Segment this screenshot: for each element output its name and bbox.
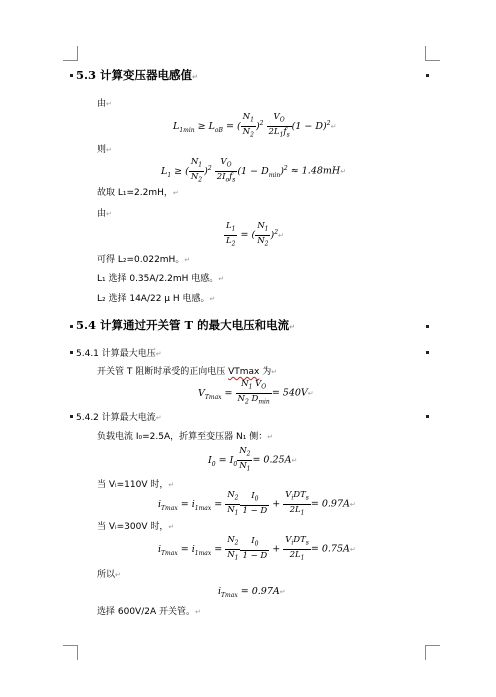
crop-mark-bottom-left <box>63 645 78 660</box>
text-vt-description: 开关管 T 阻断时承受的正向电压 VTmax 为↵ <box>97 367 278 377</box>
list-bullet-marker <box>426 351 429 354</box>
list-bullet-marker <box>426 325 429 328</box>
text-select-switch: 选择 600V/2A 开关管。↵ <box>97 607 201 617</box>
section-heading-5-3: 5.3 计算变压器电感值↵ <box>76 68 198 82</box>
text-when-110v: 当 Vᵢ=110V 时，↵ <box>97 480 175 490</box>
equation-l1min: $L_{1min} \ge L_{oB}$ = ( $\frac{N_1}{N_2}$ )$^2$ $\frac{V_O}{2L_1f_s}$ $(1 - D)^2↵$ <box>173 112 337 139</box>
equation-itmax-300v: $i_{Tmax} = i_{1max}$ = $\frac{N_2}{N_1}$ $\frac{I_0}{1 - D}$ + $\frac{V_iDT_s}{2L_1}$ = 0.75A↵ <box>158 535 356 562</box>
list-bullet-marker <box>70 351 73 354</box>
text-l2-choice: L₂ 选择 14A/22 μ H 电感。↵ <box>97 294 216 304</box>
crop-mark-top-left <box>63 46 78 61</box>
text-when-300v: 当 Vᵢ=300V 时，↵ <box>97 522 175 532</box>
equation-itmax-final: $i_{Tmax}$ = 0.97A↵ <box>218 586 286 599</box>
text-load-current: 负载电流 I₀=2.5A，折算至变压器 N₁ 侧：↵ <box>97 432 274 442</box>
equation-l1-estimate: $L_1$ ≥ ( $\frac{N_1}{N_2}$ )$^2$ $\frac{V_O}{2I_of_s}$ $(1 - D_{min})^2$ ≈ 1.48mH↵ <box>161 157 347 184</box>
text-ze: 则↵ <box>97 145 112 155</box>
section-heading-5-4-1: 5.4.1 计算最大电压↵ <box>76 349 162 359</box>
text-you-2: 由↵ <box>97 209 112 219</box>
list-bullet-marker <box>70 325 73 328</box>
list-bullet-marker <box>70 415 73 418</box>
text-l1-choice: L₁ 选择 0.35A/2.2mH 电感。↵ <box>97 274 225 284</box>
section-heading-5-4-2: 5.4.2 计算最大电流↵ <box>76 413 162 423</box>
crop-mark-bottom-right <box>425 645 440 660</box>
list-bullet-marker <box>426 74 429 77</box>
text-kede: 可得 L₂=0.022mH。↵ <box>97 255 191 265</box>
equation-inductance-ratio: $\frac{L_1}{L_2}$ = ( $\frac{N_1}{N_2}$ )$^2$↵ <box>226 221 284 248</box>
list-bullet-marker <box>426 415 429 418</box>
equation-i0: $I_0 = I_0$ $\frac{N_2}{N_1}$ = 0.25A↵ <box>208 446 298 473</box>
section-heading-5-4: 5.4 计算通过开关管 T 的最大电压和电流↵ <box>76 318 295 332</box>
text-you: 由↵ <box>97 99 112 109</box>
equation-itmax-110v: $i_{Tmax} = i_{1max}$ = $\frac{N_2}{N_1}$ $\frac{I_0}{1 - D}$ + $\frac{V_iDT_s}{2L_1}$ = 0.97A↵ <box>158 490 356 517</box>
equation-vtmax: $V_{Tmax}$ = $\frac{N_1 V_O}{N_2 D_{min}}$ = 540V↵ <box>198 379 314 406</box>
text-suoyi: 所以↵ <box>97 570 121 580</box>
text-guqu: 故取 L₁=2.2mH，↵ <box>97 188 179 198</box>
crop-mark-top-right <box>425 46 440 61</box>
list-bullet-marker <box>70 74 73 77</box>
